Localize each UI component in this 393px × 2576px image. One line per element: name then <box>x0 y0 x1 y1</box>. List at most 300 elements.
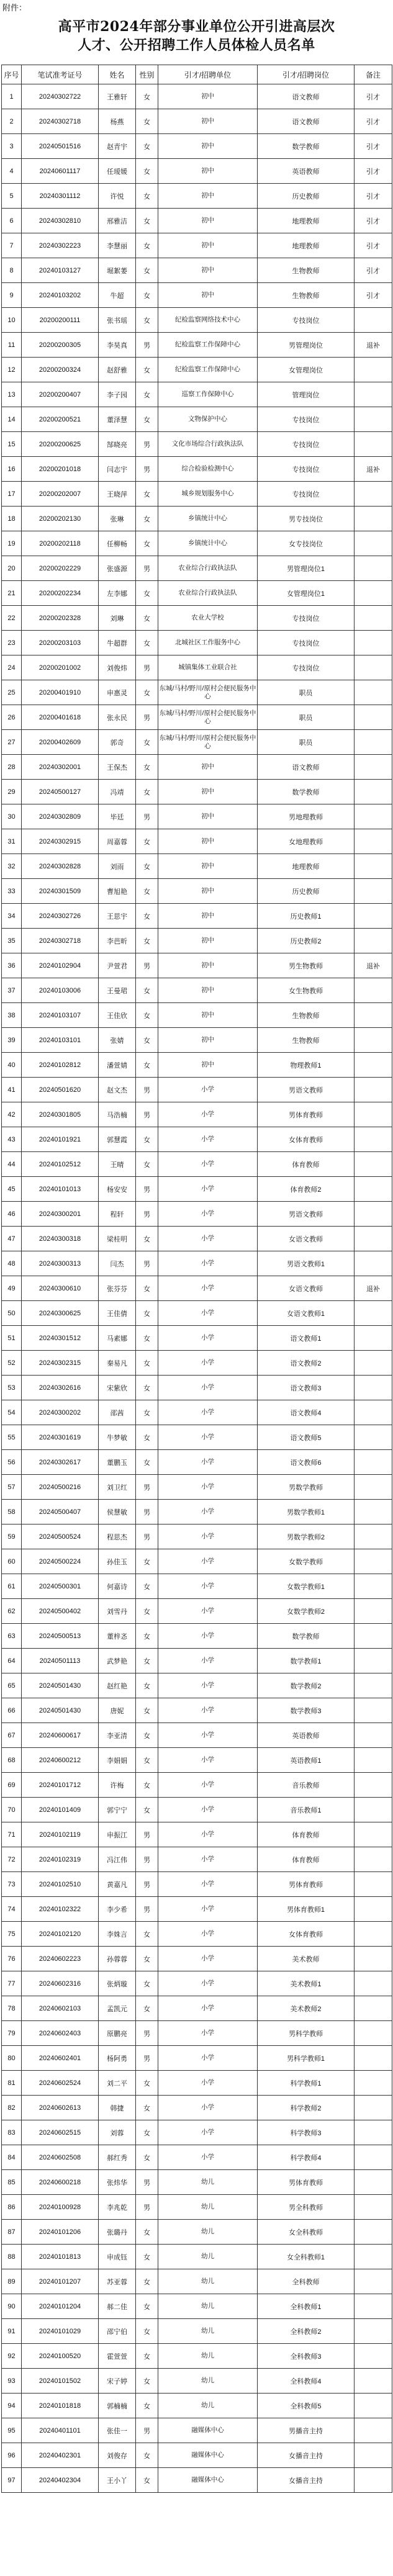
row-gender: 女 <box>136 929 158 953</box>
row-name: 董鹏玉 <box>99 1450 136 1475</box>
row-index: 79 <box>2 2021 22 2046</box>
row-exam-number: 20240300625 <box>22 1301 99 1326</box>
row-exam-number: 20200201002 <box>22 655 99 680</box>
row-gender: 女 <box>136 631 158 655</box>
row-index: 31 <box>2 829 22 854</box>
row-position: 生物教师 <box>258 258 355 283</box>
row-index: 10 <box>2 308 22 333</box>
row-remark <box>355 358 392 382</box>
row-unit: 初中 <box>158 184 258 209</box>
row-remark <box>355 1897 392 1922</box>
table-row <box>2 1624 392 1649</box>
table-row <box>2 159 392 184</box>
row-position: 历史教师2 <box>258 929 355 953</box>
table-header-row <box>2 65 392 84</box>
row-unit: 小学 <box>158 2120 258 2145</box>
row-index: 51 <box>2 1326 22 1351</box>
row-unit: 初中 <box>158 1028 258 1053</box>
row-remark <box>355 780 392 804</box>
table-row <box>2 457 392 482</box>
row-index: 78 <box>2 1996 22 2021</box>
row-remark: 退补 <box>355 457 392 482</box>
row-exam-number: 20240101921 <box>22 1127 99 1152</box>
row-position: 专技岗位 <box>258 606 355 631</box>
row-position: 科学教师2 <box>258 2096 355 2120</box>
row-gender: 女 <box>136 1698 158 1723</box>
row-gender: 男 <box>136 1872 158 1897</box>
row-unit: 初中 <box>158 755 258 780</box>
row-position: 美术教师2 <box>258 1996 355 2021</box>
row-index: 75 <box>2 1922 22 1947</box>
table-row <box>2 1599 392 1624</box>
row-remark <box>355 1078 392 1102</box>
table-row <box>2 2344 392 2369</box>
row-exam-number: 20240302616 <box>22 1376 99 1400</box>
table-row <box>2 1947 392 1971</box>
row-exam-number: 20240301805 <box>22 1102 99 1127</box>
row-unit: 小学 <box>158 1822 258 1847</box>
row-position: 男数学教师2 <box>258 1524 355 1549</box>
row-unit: 小学 <box>158 1599 258 1624</box>
row-unit: 初中 <box>158 953 258 978</box>
row-position: 地理教师 <box>258 209 355 233</box>
row-exam-number: 20200200305 <box>22 333 99 358</box>
row-name: 赵红艳 <box>99 1673 136 1698</box>
row-position: 全科教师5 <box>258 2394 355 2418</box>
row-gender: 男 <box>136 457 158 482</box>
row-remark <box>355 1177 392 1202</box>
row-remark <box>355 482 392 507</box>
row-remark <box>355 1102 392 1127</box>
row-remark <box>355 2021 392 2046</box>
row-index: 59 <box>2 1524 22 1549</box>
row-unit: 文化市场综合行政执法队 <box>158 432 258 457</box>
row-exam-number: 20200202007 <box>22 482 99 507</box>
row-position: 男科学教师 <box>258 2021 355 2046</box>
row-gender: 女 <box>136 780 158 804</box>
row-index: 74 <box>2 1897 22 1922</box>
row-position: 女体育教师 <box>258 1127 355 1152</box>
row-remark <box>355 1822 392 1847</box>
row-remark <box>355 1798 392 1822</box>
row-remark <box>355 804 392 829</box>
table-row <box>2 2269 392 2294</box>
row-gender: 女 <box>136 730 158 755</box>
row-position: 科学教师1 <box>258 2071 355 2096</box>
row-index: 30 <box>2 804 22 829</box>
row-index: 53 <box>2 1376 22 1400</box>
table-row <box>2 1450 392 1475</box>
row-exam-number: 20240302809 <box>22 804 99 829</box>
row-name: 杨燕 <box>99 109 136 134</box>
row-name: 闫志宇 <box>99 457 136 482</box>
row-unit: 巡察工作保障中心 <box>158 382 258 407</box>
row-remark <box>355 879 392 904</box>
row-remark <box>355 1251 392 1276</box>
row-position: 女生物教师 <box>258 978 355 1003</box>
row-exam-number: 20240501620 <box>22 1078 99 1102</box>
row-remark <box>355 1996 392 2021</box>
row-unit: 小学 <box>158 1102 258 1127</box>
row-remark <box>355 1450 392 1475</box>
row-remark <box>355 1971 392 1996</box>
row-remark: 引才 <box>355 159 392 184</box>
row-exam-number: 20240602316 <box>22 1971 99 1996</box>
row-exam-number: 20240302722 <box>22 84 99 109</box>
row-unit: 初中 <box>158 283 258 308</box>
row-index: 36 <box>2 953 22 978</box>
table-row <box>2 606 392 631</box>
header-index: 序号 <box>2 65 22 84</box>
row-unit: 幼儿 <box>158 2220 258 2245</box>
row-index: 20 <box>2 556 22 581</box>
row-unit: 初中 <box>158 209 258 233</box>
row-position: 女播音主持 <box>258 2468 355 2493</box>
row-name: 牛超 <box>99 283 136 308</box>
table-row <box>2 2369 392 2394</box>
table-row <box>2 2418 392 2443</box>
row-remark <box>355 1475 392 1500</box>
row-gender: 女 <box>136 1003 158 1028</box>
header-unit: 引才/招聘单位 <box>158 65 258 84</box>
row-name: 赵舒雅 <box>99 358 136 382</box>
row-unit: 融媒体中心 <box>158 2418 258 2443</box>
row-position: 男体育教师 <box>258 1872 355 1897</box>
row-exam-number: 20240602223 <box>22 1947 99 1971</box>
row-exam-number: 20200202130 <box>22 507 99 531</box>
row-remark <box>355 2071 392 2096</box>
row-name: 郭慧霞 <box>99 1127 136 1152</box>
row-unit: 小学 <box>158 1549 258 1574</box>
row-remark <box>355 2344 392 2369</box>
row-unit: 小学 <box>158 1773 258 1798</box>
row-index: 41 <box>2 1078 22 1102</box>
row-exam-number: 20240600212 <box>22 1748 99 1773</box>
row-unit: 小学 <box>158 1574 258 1599</box>
row-gender: 男 <box>136 2418 158 2443</box>
row-remark <box>355 2369 392 2394</box>
row-unit: 小学 <box>158 1947 258 1971</box>
row-index: 63 <box>2 1624 22 1649</box>
row-gender: 女 <box>136 358 158 382</box>
table-row <box>2 953 392 978</box>
row-gender: 女 <box>136 1574 158 1599</box>
table-row <box>2 804 392 829</box>
row-exam-number: 20240300313 <box>22 1251 99 1276</box>
row-gender: 女 <box>136 283 158 308</box>
row-index: 80 <box>2 2046 22 2071</box>
header-exam-number: 笔试准考证号 <box>22 65 99 84</box>
row-remark: 引才 <box>355 84 392 109</box>
row-index: 50 <box>2 1301 22 1326</box>
table-row <box>2 680 392 705</box>
header-remark: 备注 <box>355 65 392 84</box>
table-row <box>2 1152 392 1177</box>
table-row <box>2 755 392 780</box>
row-name: 曹旭艳 <box>99 879 136 904</box>
row-gender: 女 <box>136 1947 158 1971</box>
row-position: 科学教师3 <box>258 2120 355 2145</box>
row-gender: 女 <box>136 2071 158 2096</box>
row-unit: 初中 <box>158 84 258 109</box>
row-index: 46 <box>2 1202 22 1227</box>
row-position: 男全科教师 <box>258 2195 355 2220</box>
row-exam-number: 20240602524 <box>22 2071 99 2096</box>
row-index: 11 <box>2 333 22 358</box>
row-name: 李芭昕 <box>99 929 136 953</box>
row-exam-number: 20240500524 <box>22 1524 99 1549</box>
row-index: 92 <box>2 2344 22 2369</box>
row-position: 女管理岗位 <box>258 358 355 382</box>
row-exam-number: 20200201018 <box>22 457 99 482</box>
table-row <box>2 978 392 1003</box>
table-row <box>2 258 392 283</box>
row-unit: 乡镇统计中心 <box>158 531 258 556</box>
row-index: 16 <box>2 457 22 482</box>
row-position: 历史教师 <box>258 879 355 904</box>
row-name: 赵文杰 <box>99 1078 136 1102</box>
row-gender: 男 <box>136 1847 158 1872</box>
table-row <box>2 1798 392 1822</box>
row-unit: 初中 <box>158 134 258 159</box>
row-unit: 初中 <box>158 1053 258 1078</box>
row-gender: 女 <box>136 606 158 631</box>
row-position: 男体育教师1 <box>258 1897 355 1922</box>
row-index: 84 <box>2 2145 22 2170</box>
row-unit: 幼儿 <box>158 2294 258 2319</box>
row-position: 生物教师 <box>258 1028 355 1053</box>
row-name: 黄嘉凡 <box>99 1872 136 1897</box>
row-name: 张佳一 <box>99 2418 136 2443</box>
row-unit: 幼儿 <box>158 2344 258 2369</box>
row-remark <box>355 1301 392 1326</box>
row-unit: 小学 <box>158 1351 258 1376</box>
header-name: 姓名 <box>99 65 136 84</box>
row-remark <box>355 1376 392 1400</box>
row-remark <box>355 929 392 953</box>
row-index: 82 <box>2 2096 22 2120</box>
row-unit: 农业大学校 <box>158 606 258 631</box>
row-name: 邢雅洁 <box>99 209 136 233</box>
row-remark <box>355 2046 392 2071</box>
row-remark <box>355 581 392 606</box>
row-exam-number: 20240602401 <box>22 2046 99 2071</box>
row-exam-number: 20200200521 <box>22 407 99 432</box>
table-row <box>2 2394 392 2418</box>
row-gender: 女 <box>136 2344 158 2369</box>
table-row <box>2 1996 392 2021</box>
table-row <box>2 1500 392 1524</box>
row-remark <box>355 1748 392 1773</box>
row-name: 杨阿勇 <box>99 2046 136 2071</box>
row-position: 数学教师2 <box>258 1673 355 1698</box>
row-gender: 女 <box>136 1400 158 1425</box>
row-exam-number: 20240500216 <box>22 1475 99 1500</box>
row-index: 77 <box>2 1971 22 1996</box>
row-index: 83 <box>2 2120 22 2145</box>
row-exam-number: 20240102512 <box>22 1152 99 1177</box>
table-row <box>2 308 392 333</box>
row-remark <box>355 556 392 581</box>
row-exam-number: 20240102119 <box>22 1822 99 1847</box>
row-position: 全科教师2 <box>258 2319 355 2344</box>
row-name: 李少希 <box>99 1897 136 1922</box>
row-position: 英语教师 <box>258 1723 355 1748</box>
row-remark <box>355 1922 392 1947</box>
row-index: 66 <box>2 1698 22 1723</box>
row-unit: 小学 <box>158 1326 258 1351</box>
row-position: 女数学教师 <box>258 1549 355 1574</box>
row-unit: 幼儿 <box>158 2269 258 2294</box>
row-name: 何嘉诗 <box>99 1574 136 1599</box>
row-index: 68 <box>2 1748 22 1773</box>
row-unit: 小学 <box>158 1450 258 1475</box>
row-index: 45 <box>2 1177 22 1202</box>
row-unit: 幼儿 <box>158 2369 258 2394</box>
row-name: 李亚清 <box>99 1723 136 1748</box>
row-remark <box>355 904 392 929</box>
row-exam-number: 20240600218 <box>22 2170 99 2195</box>
table-row <box>2 382 392 407</box>
table-row <box>2 705 392 730</box>
row-unit: 农业综合行政执法队 <box>158 581 258 606</box>
table-row <box>2 2443 392 2468</box>
row-name: 刘琳 <box>99 606 136 631</box>
row-unit: 小学 <box>158 1500 258 1524</box>
row-remark <box>355 2418 392 2443</box>
row-unit: 东城/马村/野川/原村会便民服务中心 <box>158 680 258 705</box>
row-remark: 引才 <box>355 233 392 258</box>
table-row <box>2 1698 392 1723</box>
row-position: 女体育教师 <box>258 1922 355 1947</box>
row-unit: 初中 <box>158 879 258 904</box>
table-row <box>2 507 392 531</box>
row-name: 董梓忞 <box>99 1624 136 1649</box>
row-name: 许梅 <box>99 1773 136 1798</box>
row-name: 程轩 <box>99 1202 136 1227</box>
row-unit: 小学 <box>158 1127 258 1152</box>
row-exam-number: 20240302718 <box>22 109 99 134</box>
row-index: 37 <box>2 978 22 1003</box>
row-remark <box>355 655 392 680</box>
row-unit: 初中 <box>158 780 258 804</box>
row-position: 音乐教师 <box>258 1773 355 1798</box>
row-index: 64 <box>2 1649 22 1673</box>
row-unit: 纪检监察工作保障中心 <box>158 358 258 382</box>
table-row <box>2 655 392 680</box>
row-exam-number: 20240101712 <box>22 1773 99 1798</box>
row-position: 全科教师1 <box>258 2294 355 2319</box>
row-exam-number: 20240602508 <box>22 2145 99 2170</box>
row-exam-number: 20200202229 <box>22 556 99 581</box>
row-remark: 引才 <box>355 134 392 159</box>
row-remark <box>355 854 392 879</box>
row-position: 男专技岗位 <box>258 507 355 531</box>
row-remark <box>355 2443 392 2468</box>
row-index: 49 <box>2 1276 22 1301</box>
row-unit: 初中 <box>158 829 258 854</box>
row-name: 梁桂明 <box>99 1227 136 1251</box>
row-gender: 女 <box>136 184 158 209</box>
row-unit: 初中 <box>158 233 258 258</box>
table-row <box>2 854 392 879</box>
row-name: 任柳畅 <box>99 531 136 556</box>
row-remark <box>355 1500 392 1524</box>
table-row <box>2 233 392 258</box>
table-row <box>2 1276 392 1301</box>
row-gender: 男 <box>136 432 158 457</box>
table-row <box>2 2220 392 2245</box>
row-name: 申振江 <box>99 1822 136 1847</box>
row-unit: 初中 <box>158 929 258 953</box>
row-gender: 女 <box>136 84 158 109</box>
row-exam-number: 20240302223 <box>22 233 99 258</box>
row-position: 女数学教师2 <box>258 1599 355 1624</box>
row-unit: 小学 <box>158 2096 258 2120</box>
row-name: 任瑷媛 <box>99 159 136 184</box>
row-position: 男生物教师 <box>258 953 355 978</box>
row-name: 郭宁宁 <box>99 1798 136 1822</box>
row-position: 生物教师 <box>258 283 355 308</box>
row-remark <box>355 308 392 333</box>
row-index: 95 <box>2 2418 22 2443</box>
row-index: 28 <box>2 755 22 780</box>
row-name: 刘二平 <box>99 2071 136 2096</box>
row-index: 88 <box>2 2245 22 2269</box>
row-index: 65 <box>2 1673 22 1698</box>
row-exam-number: 20240302915 <box>22 829 99 854</box>
row-index: 13 <box>2 382 22 407</box>
row-gender: 女 <box>136 2220 158 2245</box>
row-unit: 幼儿 <box>158 2319 258 2344</box>
row-index: 73 <box>2 1872 22 1897</box>
row-position: 数学教师3 <box>258 1698 355 1723</box>
title-line-1: 高平市2024年部分事业单位公开引进高层次 <box>58 19 335 35</box>
row-remark <box>355 1947 392 1971</box>
row-gender: 女 <box>136 755 158 780</box>
row-index: 60 <box>2 1549 22 1574</box>
row-gender: 男 <box>136 2170 158 2195</box>
row-exam-number: 20240300202 <box>22 1400 99 1425</box>
row-unit: 东城/马村/野川/原村会便民服务中心 <box>158 730 258 755</box>
row-position: 语文教师6 <box>258 1450 355 1475</box>
row-exam-number: 20240302718 <box>22 929 99 953</box>
row-unit: 农业综合行政执法队 <box>158 556 258 581</box>
row-remark <box>355 2394 392 2418</box>
row-gender: 男 <box>136 2021 158 2046</box>
row-remark <box>355 2170 392 2195</box>
row-position: 男语文教师 <box>258 1078 355 1102</box>
row-position: 女数学教师1 <box>258 1574 355 1599</box>
row-position: 美术教师 <box>258 1947 355 1971</box>
row-position: 语文教师 <box>258 109 355 134</box>
row-index: 15 <box>2 432 22 457</box>
row-remark <box>355 2294 392 2319</box>
row-gender: 男 <box>136 953 158 978</box>
row-position: 体育教师 <box>258 1822 355 1847</box>
row-name: 张永民 <box>99 705 136 730</box>
table-row <box>2 1400 392 1425</box>
row-name: 刘蓉 <box>99 2120 136 2145</box>
table-row <box>2 1773 392 1798</box>
table-row <box>2 1822 392 1847</box>
table-row <box>2 879 392 904</box>
row-remark <box>355 1847 392 1872</box>
table-row <box>2 1847 392 1872</box>
row-remark: 引才 <box>355 109 392 134</box>
row-name: 刘俊存 <box>99 2443 136 2468</box>
row-exam-number: 20200200407 <box>22 382 99 407</box>
